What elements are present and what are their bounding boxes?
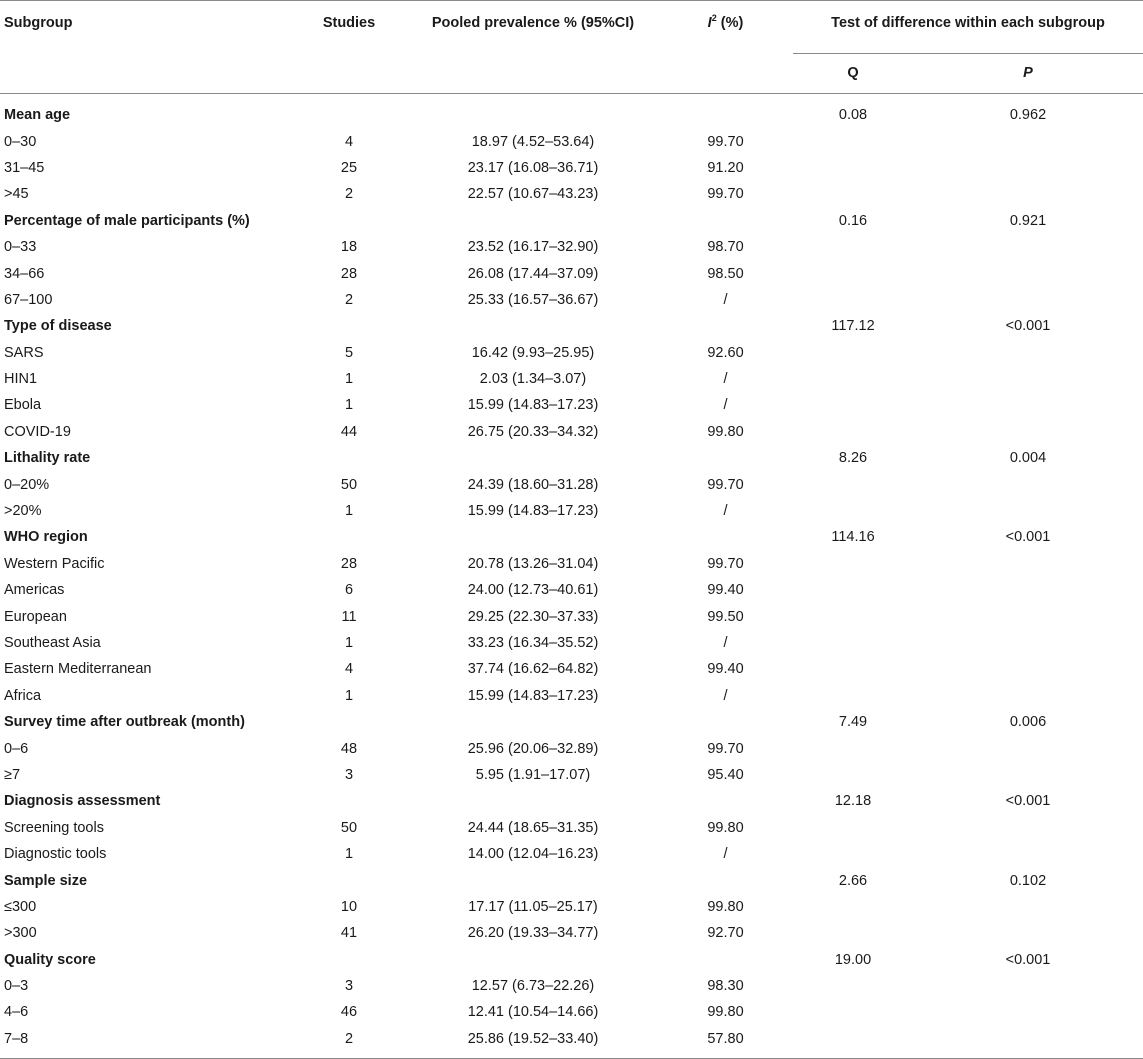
row-label: Ebola xyxy=(4,397,42,414)
row-label: Diagnostic tools xyxy=(4,846,107,863)
group-row xyxy=(0,524,1143,550)
group-row xyxy=(0,867,1143,893)
row-q-empty xyxy=(793,841,913,867)
row-studies: 18 xyxy=(340,239,358,256)
group-row xyxy=(0,445,1143,471)
table-row xyxy=(0,841,1143,867)
group-studies-empty xyxy=(290,709,408,735)
header-studies: Studies xyxy=(290,1,408,94)
group-i2-empty xyxy=(658,867,793,893)
row-i-squared: 99.70 xyxy=(707,476,744,493)
row-i-squared: 92.70 xyxy=(707,925,744,942)
group-p-value: <0.001 xyxy=(1005,318,1051,335)
group-title: WHO region xyxy=(4,529,88,546)
row-q-empty xyxy=(793,999,913,1025)
group-studies-empty xyxy=(290,94,408,129)
row-label: 0–3 xyxy=(4,978,29,995)
row-studies: 50 xyxy=(340,819,358,836)
group-pooled-empty xyxy=(408,788,658,814)
row-studies: 28 xyxy=(340,265,358,282)
row-i-squared: 99.70 xyxy=(707,740,744,757)
row-studies: 1 xyxy=(344,371,354,388)
group-p-value: 0.102 xyxy=(1009,872,1047,889)
row-p-empty xyxy=(913,1026,1143,1059)
row-pooled-prevalence: 20.78 (13.26–31.04) xyxy=(467,555,599,572)
group-i2-empty xyxy=(658,788,793,814)
header-p: P xyxy=(913,54,1143,94)
group-q-value: 19.00 xyxy=(834,951,872,968)
row-pooled-prevalence: 26.75 (20.33–34.32) xyxy=(467,423,599,440)
row-i-squared: 57.80 xyxy=(658,1026,793,1059)
row-p-empty xyxy=(913,815,1143,841)
group-studies-empty xyxy=(290,788,408,814)
group-p-value: 0.004 xyxy=(1009,450,1047,467)
row-i-squared: / xyxy=(723,846,728,863)
group-q-value: 114.16 xyxy=(831,529,875,546)
row-studies: 10 xyxy=(340,898,358,915)
row-i-squared: 99.80 xyxy=(707,898,744,915)
row-label: >20% xyxy=(4,503,42,520)
row-i-squared: / xyxy=(723,291,728,308)
row-p-empty xyxy=(913,287,1143,313)
row-pooled-prevalence: 24.39 (18.60–31.28) xyxy=(467,476,599,493)
table-row xyxy=(0,392,1143,418)
row-pooled-prevalence: 37.74 (16.62–64.82) xyxy=(467,661,599,678)
row-i-squared: 99.70 xyxy=(707,186,744,203)
row-studies: 41 xyxy=(340,925,358,942)
row-pooled-prevalence: 25.86 (19.52–33.40) xyxy=(408,1026,658,1059)
row-p-empty xyxy=(913,603,1143,629)
group-pooled-empty xyxy=(408,208,658,234)
table-row xyxy=(0,260,1143,286)
row-studies: 50 xyxy=(340,476,358,493)
group-pooled-empty xyxy=(408,313,658,339)
header-test-of-difference: Test of difference within each subgroup xyxy=(793,1,1143,54)
group-p-value: 0.006 xyxy=(1009,714,1047,731)
group-p-value: 0.921 xyxy=(1009,212,1047,229)
row-pooled-prevalence: 17.17 (11.05–25.17) xyxy=(468,898,598,915)
table-row xyxy=(0,1026,1143,1059)
row-i-squared: 98.50 xyxy=(707,265,744,282)
row-q-empty xyxy=(793,973,913,999)
row-label: Southeast Asia xyxy=(4,635,101,651)
group-i2-empty xyxy=(658,445,793,471)
row-studies: 4 xyxy=(344,133,354,150)
group-pooled-empty xyxy=(408,867,658,893)
row-studies: 2 xyxy=(344,186,354,203)
row-q-empty xyxy=(793,234,913,260)
row-i-squared: 98.30 xyxy=(707,978,744,995)
group-row xyxy=(0,788,1143,814)
row-i-squared: 91.20 xyxy=(707,159,744,176)
table-row xyxy=(0,999,1143,1025)
header-i-suffix: (%) xyxy=(716,15,744,31)
row-label: Africa xyxy=(4,687,42,704)
row-label: Screening tools xyxy=(4,819,104,836)
row-q-empty xyxy=(793,287,913,313)
row-label: 67–100 xyxy=(4,291,53,308)
row-label: Americas xyxy=(4,582,65,599)
group-i2-empty xyxy=(658,524,793,550)
row-p-empty xyxy=(913,630,1143,656)
row-studies: 25 xyxy=(340,159,358,176)
table-row xyxy=(0,603,1143,629)
group-title: Survey time after outbreak (month) xyxy=(4,714,245,731)
table-row xyxy=(0,287,1143,313)
row-q-empty xyxy=(793,894,913,920)
row-label: European xyxy=(4,608,67,625)
row-i-squared: 99.70 xyxy=(707,133,744,150)
table-row xyxy=(0,471,1143,497)
row-i-squared: 99.80 xyxy=(707,423,744,440)
row-studies: 46 xyxy=(340,1004,358,1021)
row-studies: 2 xyxy=(290,1026,408,1059)
group-pooled-empty xyxy=(408,709,658,735)
row-pooled-prevalence: 5.95 (1.91–17.07) xyxy=(475,766,591,783)
row-label: 0–20% xyxy=(4,476,50,493)
row-pooled-prevalence: 15.99 (14.83–17.23) xyxy=(467,397,599,414)
table-row xyxy=(0,735,1143,761)
table-row xyxy=(0,551,1143,577)
row-q-empty xyxy=(793,577,913,603)
row-i-squared: 99.80 xyxy=(707,819,744,836)
row-studies: 48 xyxy=(340,740,358,757)
row-pooled-prevalence: 12.57 (6.73–22.26) xyxy=(471,978,595,995)
row-pooled-prevalence: 22.57 (10.67–43.23) xyxy=(467,186,599,203)
row-studies: 28 xyxy=(340,555,358,572)
row-i-squared: 99.50 xyxy=(707,608,744,625)
row-p-empty xyxy=(913,735,1143,761)
row-q-empty xyxy=(793,683,913,709)
group-row xyxy=(0,947,1143,973)
header-i-squared xyxy=(658,1,793,94)
group-q-value: 2.66 xyxy=(838,872,868,889)
table-row xyxy=(0,128,1143,154)
group-p-value: <0.001 xyxy=(1005,793,1051,810)
group-studies-empty xyxy=(290,445,408,471)
row-p-empty xyxy=(913,471,1143,497)
table-row xyxy=(0,155,1143,181)
row-p-empty xyxy=(913,260,1143,286)
row-i-squared: 95.40 xyxy=(707,766,744,783)
table-row xyxy=(0,419,1143,445)
header-pooled-prevalence: Pooled prevalence % (95%CI) xyxy=(408,1,658,94)
group-title: Quality score xyxy=(4,951,96,968)
row-p-empty xyxy=(913,656,1143,682)
row-p-empty xyxy=(913,762,1143,788)
row-label: 7–8 xyxy=(0,1026,290,1059)
row-pooled-prevalence: 25.96 (20.06–32.89) xyxy=(467,740,599,757)
row-label: 0–6 xyxy=(4,740,29,757)
row-pooled-prevalence: 16.42 (9.93–25.95) xyxy=(471,344,595,361)
group-q-value: 117.12 xyxy=(831,318,875,335)
row-i-squared: 99.40 xyxy=(707,661,744,678)
row-q-empty xyxy=(793,630,913,656)
table-body xyxy=(0,94,1143,1059)
group-row xyxy=(0,313,1143,339)
group-title: Mean age xyxy=(4,107,71,124)
table-row xyxy=(0,366,1143,392)
group-p-value: <0.001 xyxy=(1005,951,1051,968)
row-pooled-prevalence: 12.41 (10.54–14.66) xyxy=(467,1004,599,1021)
table-row xyxy=(0,498,1143,524)
row-label: SARS xyxy=(4,344,44,361)
row-pooled-prevalence: 23.17 (16.08–36.71) xyxy=(467,159,599,176)
row-studies: 2 xyxy=(344,291,354,308)
table-row xyxy=(0,815,1143,841)
row-studies: 6 xyxy=(344,582,354,599)
row-p-empty xyxy=(913,999,1143,1025)
row-q-empty xyxy=(793,392,913,418)
row-q-empty xyxy=(793,656,913,682)
row-p-empty xyxy=(913,128,1143,154)
row-label: ≤300 xyxy=(4,898,37,915)
row-q-empty xyxy=(793,181,913,207)
row-pooled-prevalence: 24.00 (12.73–40.61) xyxy=(467,582,599,599)
row-label: ≥7 xyxy=(4,766,21,783)
row-p-empty xyxy=(913,155,1143,181)
row-studies: 1 xyxy=(344,635,354,651)
table-row xyxy=(0,683,1143,709)
row-q-empty xyxy=(793,419,913,445)
row-studies: 3 xyxy=(344,766,354,783)
row-label: >300 xyxy=(4,925,37,942)
row-q-empty xyxy=(793,366,913,392)
row-i-squared: 99.80 xyxy=(707,1004,744,1021)
row-pooled-prevalence: 29.25 (22.30–37.33) xyxy=(467,608,599,625)
row-studies: 11 xyxy=(341,608,357,625)
row-p-empty xyxy=(913,498,1143,524)
table-row xyxy=(0,656,1143,682)
group-title: Type of disease xyxy=(4,318,112,335)
group-i2-empty xyxy=(658,709,793,735)
table-row xyxy=(0,894,1143,920)
row-studies: 5 xyxy=(344,344,354,361)
group-q-value: 7.49 xyxy=(838,714,868,731)
row-p-empty xyxy=(913,973,1143,999)
header-subgroup: Subgroup xyxy=(0,1,290,94)
row-studies: 1 xyxy=(344,846,354,863)
group-studies-empty xyxy=(290,524,408,550)
row-i-squared: 92.60 xyxy=(707,344,744,361)
row-label: >45 xyxy=(4,186,29,203)
table-row xyxy=(0,762,1143,788)
table-row xyxy=(0,181,1143,207)
row-i-squared: / xyxy=(723,503,728,520)
row-q-empty xyxy=(793,762,913,788)
row-q-empty xyxy=(793,340,913,366)
group-q-value: 8.26 xyxy=(838,450,868,467)
row-studies: 1 xyxy=(344,687,354,704)
row-p-empty xyxy=(913,841,1143,867)
row-p-empty xyxy=(913,894,1143,920)
row-q-empty xyxy=(793,260,913,286)
table-row xyxy=(0,973,1143,999)
row-q-empty xyxy=(793,603,913,629)
row-i-squared: 99.40 xyxy=(707,582,744,599)
row-p-empty xyxy=(913,340,1143,366)
row-studies: 4 xyxy=(344,661,354,678)
row-q-empty xyxy=(793,815,913,841)
row-pooled-prevalence: 18.97 (4.52–53.64) xyxy=(471,133,595,150)
row-p-empty xyxy=(913,419,1143,445)
group-q-value: 0.16 xyxy=(838,212,868,229)
row-pooled-prevalence: 24.44 (18.65–31.35) xyxy=(467,819,599,836)
group-i2-empty xyxy=(658,208,793,234)
row-studies: 44 xyxy=(340,423,358,440)
group-p-value: 0.962 xyxy=(1009,107,1047,124)
row-i-squared: 98.70 xyxy=(707,239,744,256)
row-pooled-prevalence: 15.99 (14.83–17.23) xyxy=(467,503,599,520)
header-i-letter: I xyxy=(707,15,712,31)
table-row xyxy=(0,234,1143,260)
header-q: Q xyxy=(793,54,913,94)
row-label: HIN1 xyxy=(4,371,38,388)
row-p-empty xyxy=(913,392,1143,418)
group-studies-empty xyxy=(290,208,408,234)
row-pooled-prevalence: 25.33 (16.57–36.67) xyxy=(467,291,599,308)
group-title: Percentage of male participants (%) xyxy=(4,212,250,229)
group-i2-empty xyxy=(658,313,793,339)
row-label: COVID-19 xyxy=(4,423,71,440)
row-p-empty xyxy=(913,181,1143,207)
group-title: Lithality rate xyxy=(4,450,91,467)
group-q-value: 0.08 xyxy=(838,107,868,124)
row-studies: 1 xyxy=(344,397,354,414)
row-p-empty xyxy=(913,920,1143,946)
row-p-empty xyxy=(913,683,1143,709)
row-label: 4–6 xyxy=(4,1004,29,1021)
row-p-empty xyxy=(913,577,1143,603)
row-label: Western Pacific xyxy=(4,555,105,572)
group-i2-empty xyxy=(658,947,793,973)
row-i-squared: / xyxy=(723,687,728,704)
row-i-squared: / xyxy=(723,371,728,388)
row-q-empty xyxy=(793,1026,913,1059)
group-q-value: 12.18 xyxy=(834,793,872,810)
row-label: 31–45 xyxy=(4,159,45,176)
group-pooled-empty xyxy=(408,947,658,973)
group-title: Diagnosis assessment xyxy=(4,793,161,810)
row-pooled-prevalence: 26.20 (19.33–34.77) xyxy=(467,925,599,942)
row-pooled-prevalence: 26.08 (17.44–37.09) xyxy=(467,265,599,282)
row-q-empty xyxy=(793,471,913,497)
row-q-empty xyxy=(793,498,913,524)
row-studies: 1 xyxy=(344,503,354,520)
row-pooled-prevalence: 23.52 (16.17–32.90) xyxy=(467,239,599,256)
row-label: 34–66 xyxy=(4,265,45,282)
row-pooled-prevalence: 15.99 (14.83–17.23) xyxy=(467,687,599,704)
row-p-empty xyxy=(913,234,1143,260)
row-q-empty xyxy=(793,735,913,761)
row-q-empty xyxy=(793,551,913,577)
row-p-empty xyxy=(913,366,1143,392)
group-pooled-empty xyxy=(408,94,658,129)
group-pooled-empty xyxy=(408,445,658,471)
table-row xyxy=(0,340,1143,366)
row-label: 0–30 xyxy=(4,133,37,150)
group-title: Sample size xyxy=(4,872,88,889)
table-row xyxy=(0,630,1143,656)
row-q-empty xyxy=(793,155,913,181)
group-i2-empty xyxy=(658,94,793,129)
row-i-squared: 99.70 xyxy=(707,555,744,572)
row-pooled-prevalence: 14.00 (12.04–16.23) xyxy=(467,846,599,863)
group-row xyxy=(0,709,1143,735)
table-row xyxy=(0,577,1143,603)
row-i-squared: / xyxy=(723,635,728,651)
group-row xyxy=(0,94,1143,129)
row-label: 0–33 xyxy=(4,239,37,256)
group-studies-empty xyxy=(290,947,408,973)
group-pooled-empty xyxy=(408,524,658,550)
row-pooled-prevalence: 33.23 (16.34–35.52) xyxy=(467,635,599,651)
group-row xyxy=(0,208,1143,234)
group-p-value: <0.001 xyxy=(1005,529,1051,546)
table-row xyxy=(0,920,1143,946)
group-studies-empty xyxy=(290,313,408,339)
header-i-superscript: 2 xyxy=(711,13,717,24)
table-header xyxy=(0,1,1143,94)
row-label: Eastern Mediterranean xyxy=(4,661,152,678)
row-q-empty xyxy=(793,128,913,154)
row-p-empty xyxy=(913,551,1143,577)
row-i-squared: / xyxy=(723,397,728,414)
row-studies: 3 xyxy=(344,978,354,995)
row-q-empty xyxy=(793,920,913,946)
group-studies-empty xyxy=(290,867,408,893)
row-pooled-prevalence: 2.03 (1.34–3.07) xyxy=(479,371,587,388)
